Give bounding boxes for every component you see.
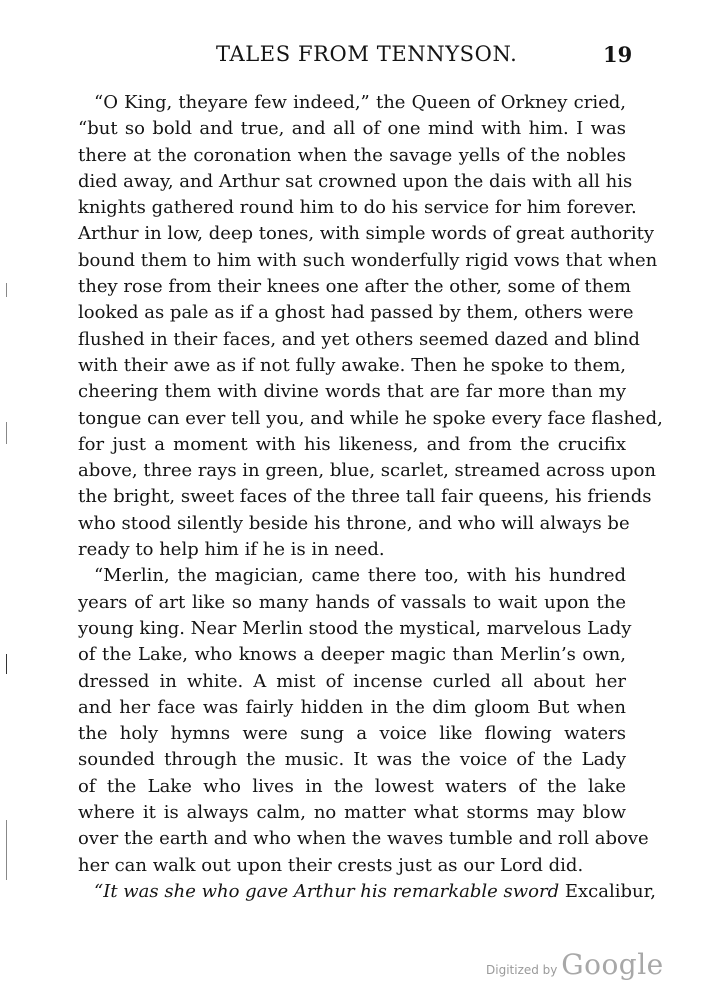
text-line: of the Lake who lives in the lowest waters of the lake — [78, 775, 626, 797]
running-title: TALES FROM TENNYSON. — [216, 42, 518, 66]
text-line: flushed in their faces, and yet others seemed dazed and blind — [78, 328, 640, 350]
text-line: ready to help him if he is in need. — [78, 539, 385, 561]
google-watermark — [486, 948, 664, 981]
text-line: where it is always calm, no matter what storms may blow — [78, 802, 626, 824]
text-line: her can walk out upon their crests just as our Lord did. — [78, 854, 584, 876]
text-line: they rose from their knees one after the other, some of them — [78, 276, 631, 298]
page-number: 19 — [603, 42, 633, 67]
text-line: who stood silently beside his throne, and who will always be — [78, 512, 630, 534]
text-line: dressed in white. A mist of incense curled all about her — [78, 670, 626, 692]
text-line: “but so bold and true, and all of one mind with him. I was — [78, 118, 626, 140]
text-line: there at the coronation when the savage yells of the nobles — [78, 144, 626, 166]
text-line: sounded through the music. It was the voice of the Lady — [78, 749, 626, 771]
text-line: looked as pale as if a ghost had passed by them, others were — [78, 302, 634, 324]
text-line: and her face was fairly hidden in the dim gloom But when — [78, 696, 626, 718]
text-line: “O King, theyare few indeed,” the Queen of Orkney cried, — [94, 92, 626, 113]
text-line: with their awe as if not fully awake. Then he spoke to them, — [78, 354, 626, 376]
text-line: knights gathered round him to do his service for him forever. — [78, 197, 637, 219]
text-line: over the earth and who when the waves tumble and roll above — [78, 828, 649, 850]
text-line: cheering them with divine words that are far more than my — [78, 381, 626, 403]
margin-scan-mark — [6, 283, 7, 297]
watermark-prefix: Digitized by — [486, 963, 562, 977]
google-logo-text: Google — [561, 948, 664, 981]
text-line: for just a moment with his likeness, and from the crucifix — [78, 433, 626, 455]
text-line: years of art like so many hands of vassals to wait upon the — [78, 591, 626, 613]
text-line: “Merlin, the magician, came there too, with his hundred — [94, 565, 626, 587]
margin-scan-mark — [6, 654, 7, 674]
text-line: the holy hymns were sung a voice like flowing waters — [78, 723, 626, 745]
text-line: Arthur in low, deep tones, with simple words of great authority — [78, 223, 654, 245]
body-text — [78, 90, 663, 905]
margin-scan-mark — [6, 422, 7, 444]
running-head — [0, 34, 726, 74]
text-line: bound them to him with such wonderfully rigid vows that when — [78, 249, 658, 271]
text-line: of the Lake, who knows a deeper magic than Merlin’s own, — [78, 644, 626, 666]
text-line: tongue can ever tell you, and while he spoke every face flashed, — [78, 407, 663, 429]
text-line: young king. Near Merlin stood the mystical, marvelous Lady — [78, 617, 632, 639]
text-line: the bright, sweet faces of the three tall fair queens, his friends — [78, 486, 652, 508]
roman-phrase: Excalibur, — [559, 880, 656, 902]
text-line: died away, and Arthur sat crowned upon the dais with all his — [78, 170, 633, 192]
text-line — [78, 879, 656, 905]
text-line: above, three rays in green, blue, scarlet, streamed across upon — [78, 460, 656, 482]
margin-scan-mark — [6, 820, 7, 880]
italic-phrase: “It was she who gave Arthur his remarkable sword — [94, 880, 560, 902]
